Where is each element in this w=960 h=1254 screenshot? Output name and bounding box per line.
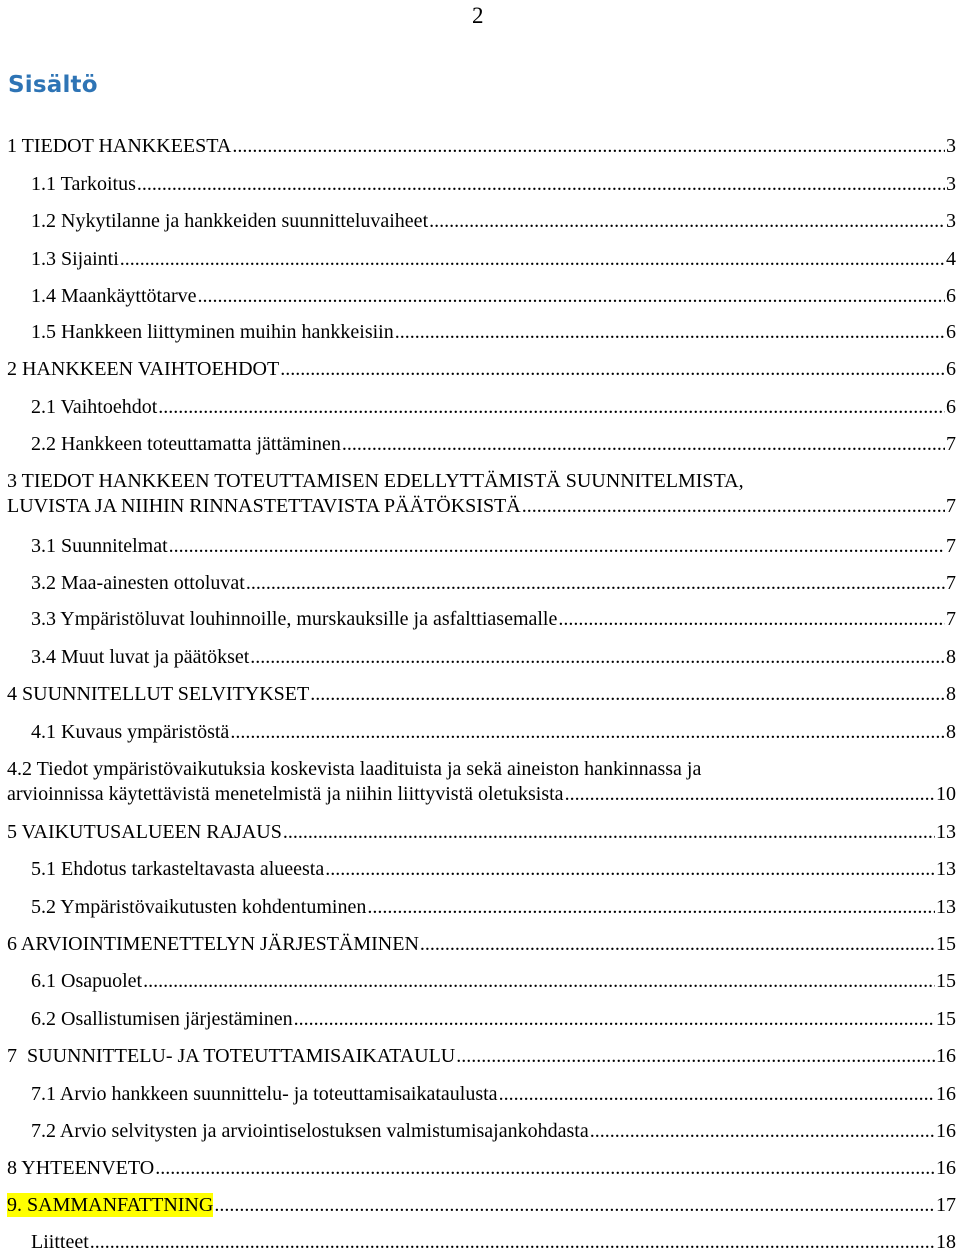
leader-dots — [169, 534, 945, 558]
leader-dots — [155, 1156, 935, 1180]
leader-dots — [280, 357, 945, 381]
toc-entry-1-4[interactable] — [31, 284, 956, 308]
leader-dots — [522, 494, 945, 518]
leader-dots — [325, 857, 935, 881]
toc-entry-label-highlighted: 9. SAMMANFATTNING — [7, 1194, 214, 1216]
toc-entry-label: 1.5 Hankkeen liittyminen muihin hankkeisiin — [31, 321, 394, 343]
toc-entry-label: 3.3 Ympäristöluvat louhinnoille, murskauksille ja asfalttiasemalle — [31, 608, 558, 630]
toc-entry-1-2[interactable] — [31, 209, 956, 233]
toc-entry-page: 8 — [946, 683, 956, 705]
toc-entry-label: 1.1 Tarkoitus — [31, 173, 136, 195]
toc-entry-label: 5 VAIKUTUSALUEEN RAJAUS — [7, 821, 282, 843]
leader-dots — [90, 1230, 935, 1254]
toc-entry-page: 7 — [946, 608, 956, 630]
toc-entry-page: 7 — [946, 535, 956, 557]
leader-dots — [294, 1007, 935, 1031]
toc-entry-6-1[interactable] — [31, 969, 956, 993]
leader-dots — [420, 932, 935, 956]
toc-entry-page: 16 — [936, 1083, 956, 1105]
toc-entry-page: 7 — [946, 433, 956, 455]
toc-entry-page: 7 — [946, 495, 956, 517]
toc-entry-page: 6 — [946, 321, 956, 343]
toc-entry-page: 17 — [936, 1194, 956, 1216]
leader-dots — [395, 320, 945, 344]
toc-entry-6-2[interactable] — [31, 1007, 956, 1031]
toc-entry-label: Liitteet — [31, 1231, 89, 1253]
toc-entry-label: 2 HANKKEEN VAIHTOEHDOT — [7, 358, 280, 380]
toc-entry-label-line1: 4.2 Tiedot ympäristövaikutuksia koskevista laadituista ja sekä aineiston hankinnassa ja — [7, 758, 702, 780]
toc-entry-label: 2.1 Vaihtoehdot — [31, 396, 158, 418]
toc-entry-label: 7.1 Arvio hankkeen suunnittelu- ja toteuttamisaikataulusta — [31, 1083, 498, 1105]
toc-entry-5-1[interactable] — [31, 857, 956, 881]
toc-entry-page: 7 — [946, 572, 956, 594]
toc-entry-page: 13 — [936, 858, 956, 880]
page-number: 2 — [472, 3, 484, 28]
leader-dots — [456, 1044, 935, 1068]
leader-dots — [158, 395, 945, 419]
toc-entry-label: 7 SUUNNITTELU- JA TOTEUTTAMISAIKATAULU — [7, 1045, 456, 1067]
toc-entry-1-3[interactable] — [31, 247, 956, 271]
leader-dots — [342, 432, 945, 456]
toc-entry-7[interactable] — [7, 1044, 956, 1068]
toc-entry-label: 1.4 Maankäyttötarve — [31, 285, 197, 307]
toc-entry-3-1[interactable] — [31, 534, 956, 558]
leader-dots — [499, 1082, 935, 1106]
toc-entry-label-line2: arvioinnissa käytettävistä menetelmistä ja niihin liittyvistä oletuksista — [7, 783, 564, 805]
toc-entry-label: 6.2 Osallistumisen järjestäminen — [31, 1008, 293, 1030]
leader-dots — [198, 284, 946, 308]
toc-entry-page: 8 — [946, 721, 956, 743]
toc-entry-label-line1: 3 TIEDOT HANKKEEN TOTEUTTAMISEN EDELLYTTÄMISTÄ SUUNNITELMISTA, — [7, 470, 744, 492]
toc-entry-label: 2.2 Hankkeen toteuttamatta jättäminen — [31, 433, 341, 455]
toc-entry-2-2[interactable] — [31, 432, 956, 456]
toc-entry-page: 13 — [936, 821, 956, 843]
leader-dots — [367, 895, 935, 919]
toc-entry-label: 4 SUUNNITELLUT SELVITYKSET — [7, 683, 310, 705]
toc-entry-label: 1.2 Nykytilanne ja hankkeiden suunnitteluvaiheet — [31, 210, 429, 232]
toc-entry-label: 5.1 Ehdotus tarkasteltavasta alueesta — [31, 858, 325, 880]
toc-entry-label: 1 TIEDOT HANKKEESTA — [7, 135, 232, 157]
toc-entry-5-2[interactable] — [31, 895, 956, 919]
leader-dots — [250, 645, 945, 669]
toc-entry-page: 6 — [946, 396, 956, 418]
toc-entry-7-2[interactable] — [31, 1119, 956, 1143]
toc-entry-label: 3.4 Muut luvat ja päätökset — [31, 646, 250, 668]
toc-entry-3-2[interactable] — [31, 571, 956, 595]
toc-entry-label: 4.1 Kuvaus ympäristöstä — [31, 721, 230, 743]
toc-entry-label: 3.2 Maa-ainesten ottoluvat — [31, 572, 245, 594]
toc-entry-page: 18 — [936, 1231, 956, 1253]
toc-entry-label-line2: LUVISTA JA NIIHIN RINNASTETTAVISTA PÄÄTÖKSISTÄ — [7, 495, 521, 517]
toc-entry-4[interactable] — [7, 682, 956, 706]
leader-dots — [230, 720, 945, 744]
toc-entry-page: 3 — [946, 173, 956, 195]
leader-dots — [310, 682, 945, 706]
leader-dots — [214, 1193, 935, 1217]
toc-entry-page: 3 — [946, 210, 956, 232]
toc-entry-page: 8 — [946, 646, 956, 668]
toc-entry-page: 16 — [936, 1045, 956, 1067]
leader-dots — [143, 969, 935, 993]
toc-entry-page: 16 — [936, 1120, 956, 1142]
toc-entry-page: 15 — [936, 970, 956, 992]
toc-entry-label: 5.2 Ympäristövaikutusten kohdentuminen — [31, 896, 367, 918]
leader-dots — [590, 1119, 935, 1143]
toc-entry-page: 6 — [946, 358, 956, 380]
toc-entry-page: 6 — [946, 285, 956, 307]
toc-entry-label: 6.1 Osapuolet — [31, 970, 143, 992]
toc-title: Sisältö — [8, 72, 98, 98]
toc-entry-7-1[interactable] — [31, 1082, 956, 1106]
toc-entry-3-3[interactable] — [31, 607, 956, 631]
toc-entry-4-2[interactable] — [7, 757, 956, 806]
leader-dots — [558, 607, 945, 631]
leader-dots — [283, 820, 935, 844]
toc-entry-label: 3.1 Suunnitelmat — [31, 535, 168, 557]
leader-dots — [246, 571, 945, 595]
toc-entry-3-4[interactable] — [31, 645, 956, 669]
toc-entry-4-1[interactable] — [31, 720, 956, 744]
toc-entry-1-5[interactable] — [31, 320, 956, 344]
toc-entry-1[interactable] — [7, 134, 956, 158]
leader-dots — [565, 782, 935, 806]
leader-dots — [232, 134, 945, 158]
toc-entry-6[interactable] — [7, 932, 956, 956]
toc-entry-1-1[interactable] — [31, 172, 956, 196]
leader-dots — [429, 209, 945, 233]
toc-entry-label: 7.2 Arvio selvitysten ja arviointiselostuksen valmistumisajankohdasta — [31, 1120, 589, 1142]
toc-entry-label: 6 ARVIOINTIMENETTELYN JÄRJESTÄMINEN — [7, 933, 419, 955]
toc-entry-label: 1.3 Sijainti — [31, 248, 119, 270]
toc-entry-8[interactable] — [7, 1156, 956, 1180]
leader-dots — [137, 172, 945, 196]
toc-entry-2[interactable] — [7, 357, 956, 381]
toc-entry-page: 15 — [936, 1008, 956, 1030]
toc-entry-page: 15 — [936, 933, 956, 955]
toc-entry-page: 10 — [936, 783, 956, 805]
toc-entry-liitteet[interactable] — [31, 1230, 956, 1254]
toc-entry-page: 16 — [936, 1157, 956, 1179]
toc-entry-label: 8 YHTEENVETO — [7, 1157, 155, 1179]
toc-entry-2-1[interactable] — [31, 395, 956, 419]
leader-dots — [120, 247, 945, 271]
toc-entry-page: 3 — [946, 135, 956, 157]
toc-entry-5[interactable] — [7, 820, 956, 844]
toc-entry-3[interactable] — [7, 469, 956, 518]
toc-entry-page: 4 — [946, 248, 956, 270]
toc-entry-page: 13 — [936, 896, 956, 918]
toc-entry-9[interactable] — [7, 1193, 956, 1217]
